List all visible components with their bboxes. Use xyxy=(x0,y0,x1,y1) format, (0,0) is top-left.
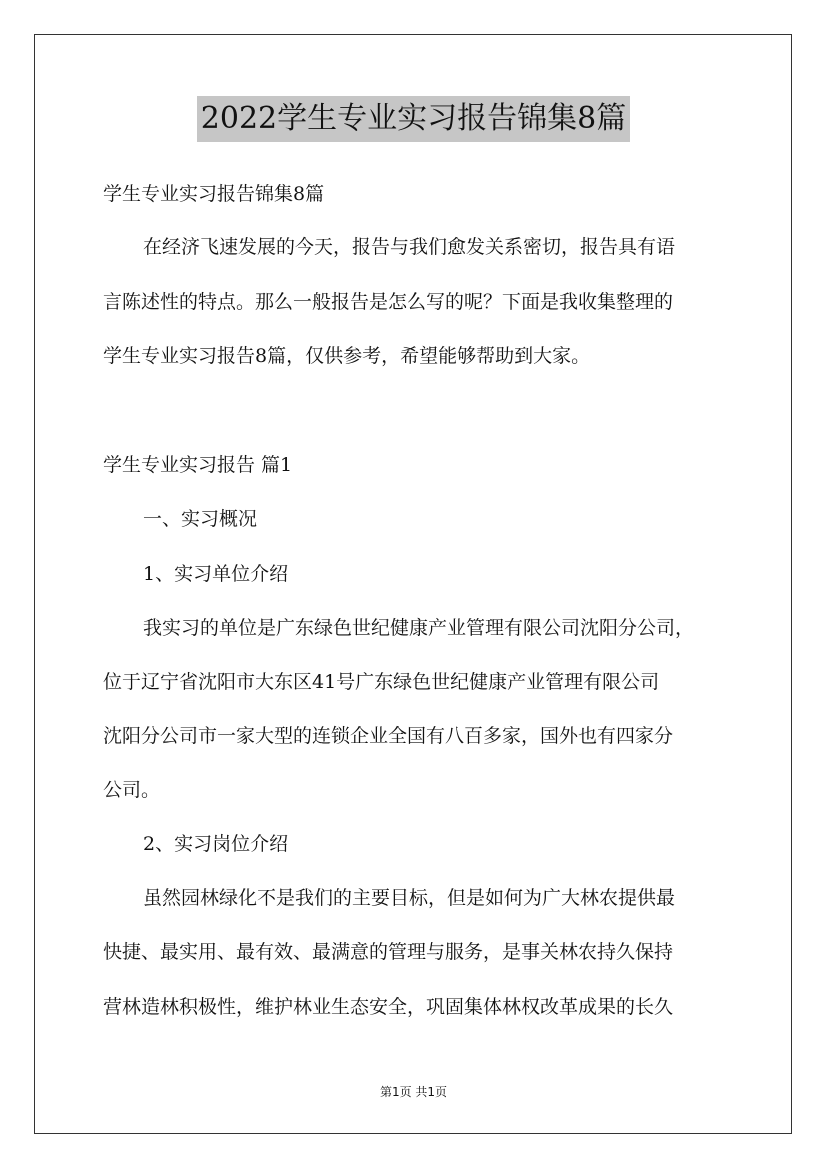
item1-line: 沈阳分公司市一家大型的连锁企业全国有八百多家，国外也有四家分 xyxy=(103,725,674,747)
item1-line: 位于辽宁省沈阳市大东区41号广东绿色世纪健康产业管理有限公司 xyxy=(103,671,660,693)
section-heading: 学生专业实习报告 篇1 xyxy=(103,454,293,476)
item2-line: 营林造林积极性，维护林业生态安全，巩固集体林权改革成果的长久 xyxy=(103,996,674,1018)
item1-heading: 1、实习单位介绍 xyxy=(143,563,289,585)
document-title: 2022学生专业实习报告锦集8篇 xyxy=(197,96,630,142)
intro-line: 学生专业实习报告8篇，仅供参考，希望能够帮助到大家。 xyxy=(103,345,591,367)
part1-heading: 一、实习概况 xyxy=(143,508,258,530)
item1-line: 我实习的单位是广东绿色世纪健康产业管理有限公司沈阳分公司， xyxy=(143,617,695,639)
item2-heading: 2、实习岗位介绍 xyxy=(143,833,289,855)
title-container xyxy=(0,96,827,142)
item2-line: 虽然园林绿化不是我们的主要目标，但是如何为广大林农提供最 xyxy=(143,887,676,909)
page-footer: 第1页 共1页 xyxy=(379,1085,448,1099)
intro-line: 言陈述性的特点。那么一般报告是怎么写的呢？下面是我收集整理的 xyxy=(103,291,674,313)
item1-line: 公司。 xyxy=(103,779,161,801)
document-subtitle: 学生专业实习报告锦集8篇 xyxy=(103,183,325,205)
item2-line: 快捷、最实用、最有效、最满意的管理与服务，是事关林农持久保持 xyxy=(103,941,674,963)
intro-line: 在经济飞速发展的今天，报告与我们愈发关系密切，报告具有语 xyxy=(143,236,676,258)
